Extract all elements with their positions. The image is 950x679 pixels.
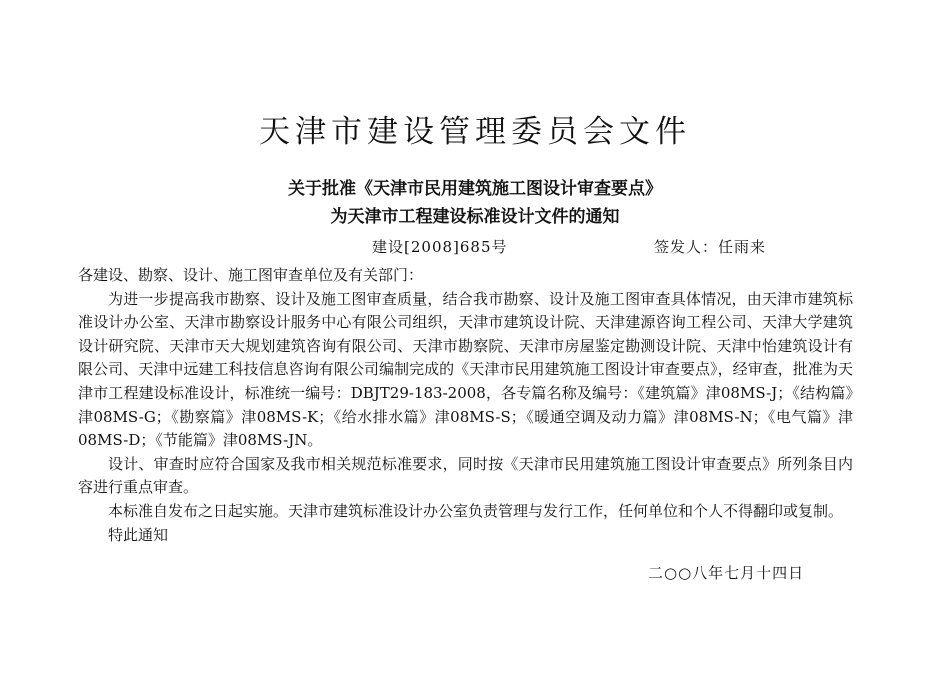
document-number: 建设[2008]685号 xyxy=(372,238,508,256)
closing-text: 特此通知 xyxy=(108,525,169,544)
paragraph-3: 本标准自发布之日起实施。天津市建筑标准设计办公室负责管理与发行工作，任何单位和个人不得翻印或复制。 xyxy=(108,501,844,520)
org-title: 天津市建设管理委员会文件 xyxy=(259,114,691,150)
paragraph-1: 为进一步提高我市勘察、设计及施工图审查质量，结合我市勘察、设计及施工图审查具体情况，由天津市建筑标准设计办公室、天津市勘察设计服务中心有限公司组织，天津市建筑设计院、天津建源咨询工程公司、天津大学建筑设计研究院、天津市天大规划建筑咨询有限公司、天津市勘察院、天津市房屋鉴定勘测设计院、天津中怡建筑设计有限公司、天津中远建工科技信息咨询有限公司编制完成的《天津市民用建筑施工图设计审查要点》，经审查，批准为天津市工程建设标准设计，标准统一编号：DBJT29-183-2008，各专篇名称及编号：《建筑篇》津08MS-J；《结构篇》津08MS-G；《勘察篇》津08MS-K；《给水排水篇》津08MS-S；《暖通空调及动力篇》津08MS-N；《电气篇》津08MS-D；《节能篇》津08MS-JN。 xyxy=(78,289,853,450)
paragraph-2: 设计、审查时应符合国家及我市相关规范标准要求，同时按《天津市民用建筑施工图设计审查要点》所列条目内容进行重点审查。 xyxy=(78,454,853,497)
issuer: 签发人：任雨来 xyxy=(654,238,767,256)
issue-date: 二○○八年七月十四日 xyxy=(648,564,805,582)
document-body xyxy=(78,264,853,547)
subject-line-2: 为天津市工程建设标准设计文件的通知 xyxy=(330,207,620,227)
recipients: 各建设、勘察、设计、施工图审查单位及有关部门： xyxy=(78,266,424,284)
subject-line-1: 关于批准《天津市民用建筑施工图设计审查要点》 xyxy=(288,179,662,199)
